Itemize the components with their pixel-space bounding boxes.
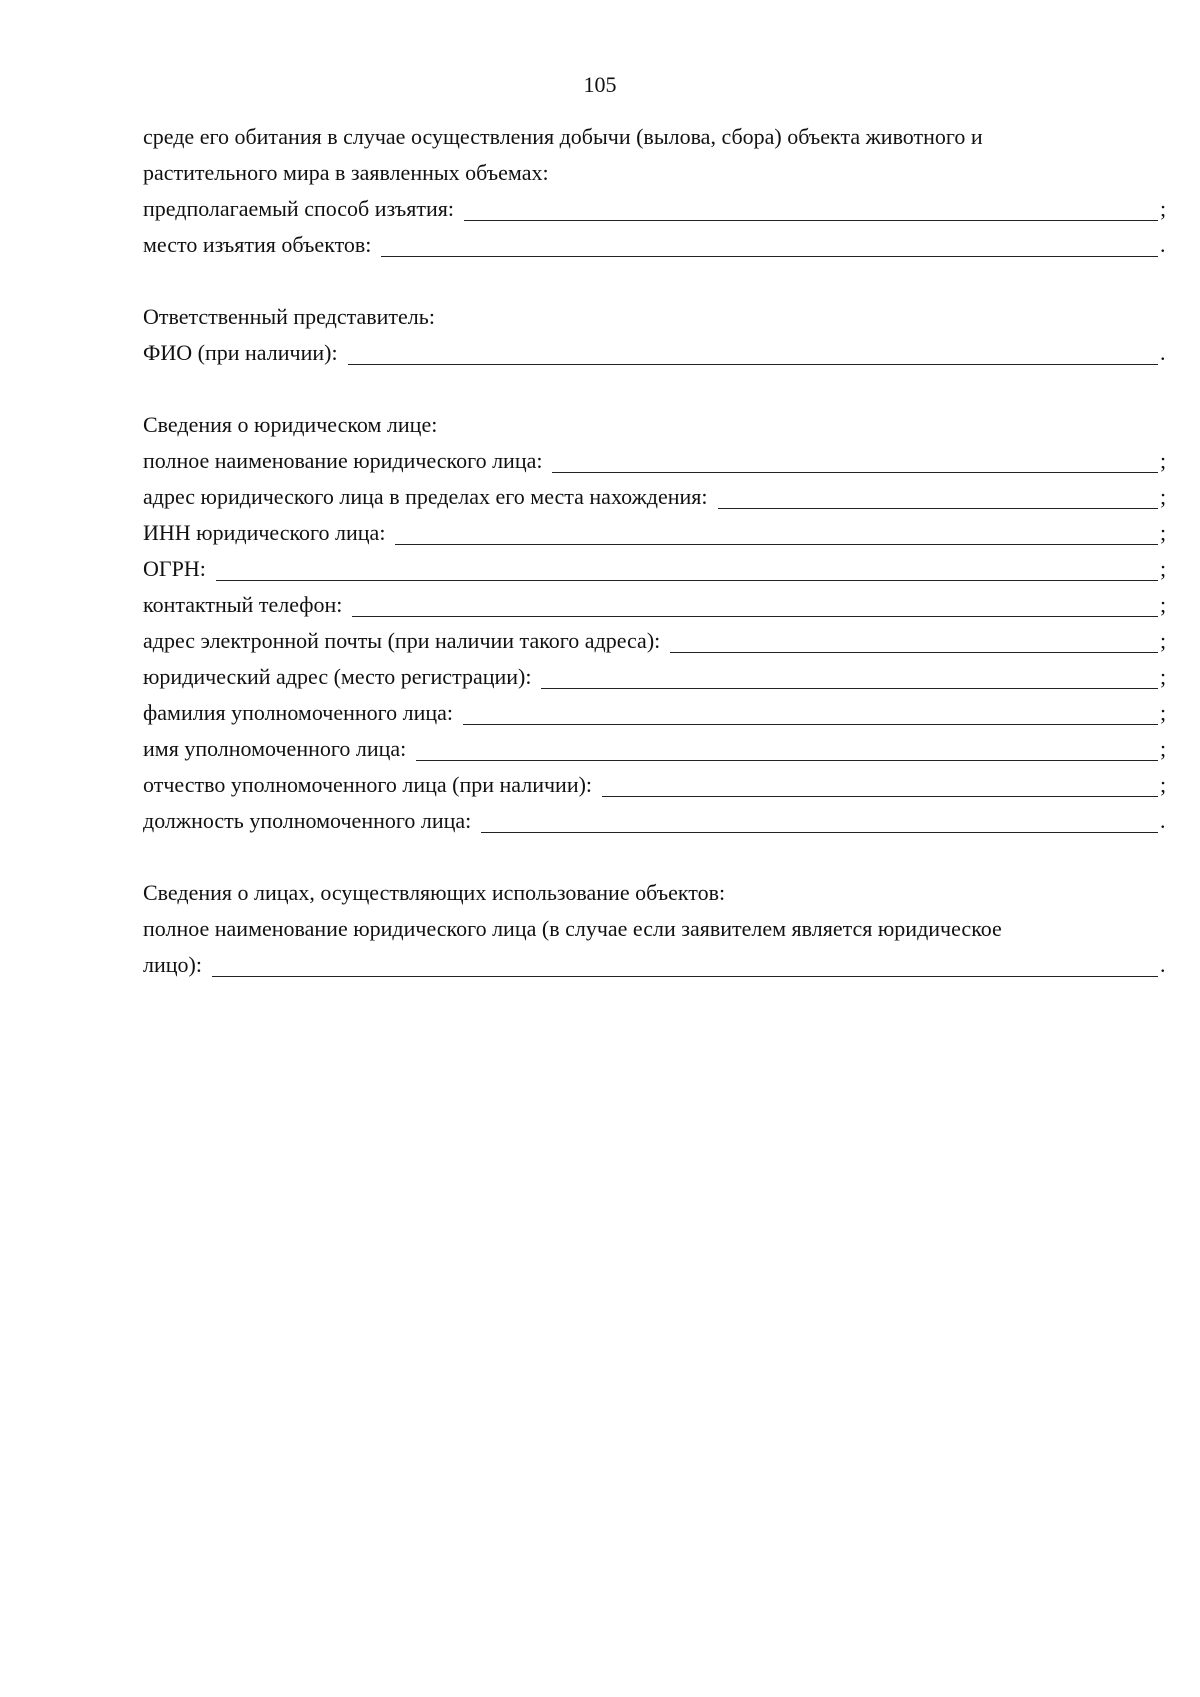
users-entity-name-field[interactable] [212, 950, 1158, 977]
representative-fio-field[interactable] [348, 338, 1158, 365]
surname-field[interactable] [463, 698, 1158, 725]
representative-fio-label: ФИО (при наличии): [143, 340, 338, 365]
legal-entity-row [143, 767, 1170, 803]
legal-entity-label: должность уполномоченного лица: [143, 808, 472, 833]
legal-entity-full-name-field[interactable] [552, 446, 1158, 473]
legal-entity-row [143, 731, 1170, 767]
legal-entity-label: ИНН юридического лица: [143, 520, 386, 545]
legal-entity-row [143, 551, 1170, 587]
legal-entity-label: адрес юридического лица в пределах его места нахождения: [143, 484, 708, 509]
representative-heading: Ответственный представитель: [143, 304, 435, 329]
legal-entity-label: имя уполномоченного лица: [143, 736, 407, 761]
intro-line-2: растительного мира в заявленных объемах: [143, 160, 549, 185]
field-terminator: ; [1160, 628, 1167, 653]
legal-entity-label: полное наименование юридического лица: [143, 448, 543, 473]
legal-entity-row [143, 695, 1170, 731]
extraction-place-label: место изъятия объектов: [143, 232, 372, 257]
legal-entity-label: контактный телефон: [143, 592, 343, 617]
field-terminator: ; [1160, 592, 1167, 617]
spacer [143, 839, 1170, 875]
legal-entity-row [143, 479, 1170, 515]
extraction-place-field[interactable] [381, 230, 1158, 257]
ogrn-field[interactable] [216, 554, 1158, 581]
field-terminator: ; [1160, 484, 1167, 509]
legal-entity-address-field[interactable] [718, 482, 1158, 509]
field-terminator: ; [1160, 556, 1167, 581]
extraction-place-row [143, 227, 1170, 263]
position-field[interactable] [481, 806, 1158, 833]
form-content [143, 119, 1170, 983]
intro-line-1: среде его обитания в случае осуществления добычи (вылова, сбора) объекта животного и [143, 124, 983, 149]
first-name-field[interactable] [416, 734, 1158, 761]
field-terminator: ; [1160, 664, 1167, 689]
field-terminator: ; [1160, 196, 1167, 221]
representative-fio-row [143, 335, 1170, 371]
legal-entity-label: фамилия уполномоченного лица: [143, 700, 454, 725]
field-terminator: . [1160, 952, 1166, 977]
field-terminator: . [1160, 340, 1166, 365]
users-entity-label: лицо): [143, 952, 202, 977]
registration-address-field[interactable] [541, 662, 1158, 689]
legal-entity-label: отчество уполномоченного лица (при наличии): [143, 772, 593, 797]
field-terminator: ; [1160, 700, 1167, 725]
legal-entity-label: ОГРН: [143, 556, 206, 581]
extraction-method-label: предполагаемый способ изъятия: [143, 196, 454, 221]
legal-entity-label: адрес электронной почты (при наличии такого адреса): [143, 628, 661, 653]
phone-field[interactable] [352, 590, 1158, 617]
email-field[interactable] [670, 626, 1158, 653]
field-terminator: ; [1160, 736, 1167, 761]
spacer [143, 371, 1170, 407]
users-entity-row [143, 947, 1170, 983]
extraction-method-field[interactable] [464, 194, 1158, 221]
field-terminator: . [1160, 232, 1166, 257]
users-heading: Сведения о лицах, осуществляющих использование объектов: [143, 880, 726, 905]
legal-entity-row [143, 659, 1170, 695]
legal-entity-row [143, 587, 1170, 623]
legal-entity-heading: Сведения о юридическом лице: [143, 412, 438, 437]
field-terminator: ; [1160, 520, 1167, 545]
field-terminator: ; [1160, 772, 1167, 797]
page-number: 105 [583, 72, 617, 97]
field-terminator: . [1160, 808, 1166, 833]
legal-entity-label: юридический адрес (место регистрации): [143, 664, 532, 689]
field-terminator: ; [1160, 448, 1167, 473]
inn-field[interactable] [395, 518, 1158, 545]
legal-entity-row [143, 803, 1170, 839]
users-line-1: полное наименование юридического лица (в случае если заявителем является юридическое [143, 916, 1002, 941]
legal-entity-row [143, 443, 1170, 479]
legal-entity-row [143, 623, 1170, 659]
extraction-method-row [143, 191, 1170, 227]
legal-entity-row [143, 515, 1170, 551]
patronymic-field[interactable] [602, 770, 1158, 797]
spacer [143, 263, 1170, 299]
